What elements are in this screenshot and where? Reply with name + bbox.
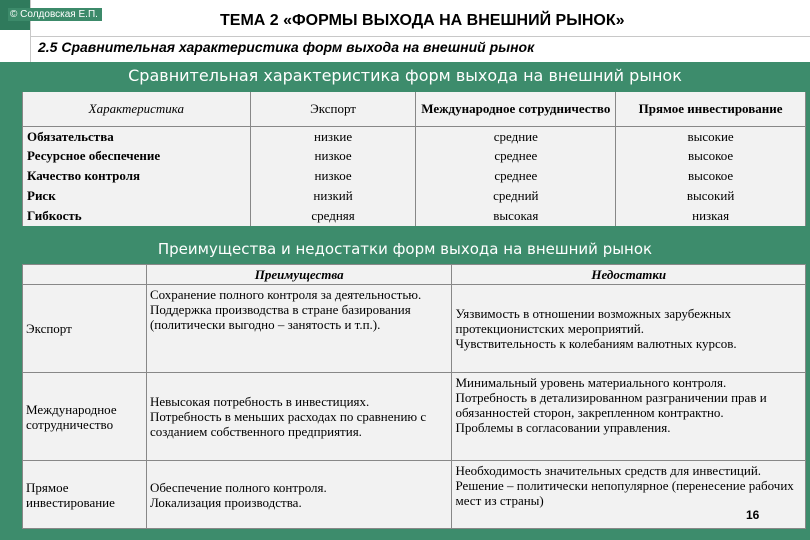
comparison-header-row: [23, 92, 806, 126]
table-row: [23, 461, 806, 529]
cell-coop: средний: [416, 186, 616, 206]
table-row: [23, 166, 806, 186]
proscons-table: [22, 264, 806, 529]
table-row: [23, 285, 806, 373]
cons-cell: Уязвимость в отношении возможных зарубежных протекционистских мероприятий. Чувствительность к колебаниям валютных курсов.: [452, 285, 806, 373]
row-name: Качество контроля: [23, 166, 251, 186]
proscons-header-row: [23, 265, 806, 285]
cell-invest: высокий: [616, 186, 806, 206]
col-header-coop: Международное сотрудничество: [416, 92, 616, 126]
cell-coop: средние: [416, 126, 616, 146]
col-header-cons: Недостатки: [452, 265, 806, 285]
col-header-pros: Преимущества: [146, 265, 452, 285]
table-row: [23, 206, 806, 226]
cell-invest: высокое: [616, 166, 806, 186]
table-row: [23, 126, 806, 146]
cell-coop: высокая: [416, 206, 616, 226]
row-name: Обязательства: [23, 126, 251, 146]
comparison-title: Сравнительная характеристика форм выхода на внешний рынок: [128, 66, 682, 85]
col-header-characteristic: Характеристика: [23, 92, 251, 126]
table-row: [23, 146, 806, 166]
cell-export: низкое: [250, 146, 416, 166]
slide-header: [0, 0, 810, 62]
row-name: Ресурсное обеспечение: [23, 146, 251, 166]
table-row: [23, 186, 806, 206]
cons-cell: Минимальный уровень материального контроля. Потребность в детализированном разграничении прав и обязанностей сторон, закрепленном контрактно. Проблемы в согласовании управления.: [452, 373, 806, 461]
col-header-invest: Прямое инвестирование: [616, 92, 806, 126]
page-number: 16: [746, 508, 760, 522]
row-name: Риск: [23, 186, 251, 206]
form-name: Международное сотрудничество: [23, 373, 147, 461]
table-row: [23, 373, 806, 461]
header-horizontal-line: [30, 36, 810, 37]
row-name: Гибкость: [23, 206, 251, 226]
content-panel: [0, 62, 810, 540]
comparison-table: [22, 92, 806, 226]
cell-export: низкие: [250, 126, 416, 146]
form-name: Экспорт: [23, 285, 147, 373]
pros-cell: Невысокая потребность в инвестициях. Потребность в меньших расходах по сравнению с созданием собственного предприятия.: [146, 373, 452, 461]
cell-export: низкое: [250, 166, 416, 186]
form-name: Прямое инвестирование: [23, 461, 147, 529]
copyright-label: © Солдовская Е.П.: [8, 8, 102, 21]
col-header-export: Экспорт: [250, 92, 416, 126]
cell-invest: высокие: [616, 126, 806, 146]
pros-cell: Обеспечение полного контроля. Локализация производства.: [146, 461, 452, 529]
cell-coop: среднее: [416, 166, 616, 186]
cell-invest: высокое: [616, 146, 806, 166]
cell-export: средняя: [250, 206, 416, 226]
topic-title: ТЕМА 2 «ФОРМЫ ВЫХОДА НА ВНЕШНИЙ РЫНОК»: [220, 12, 625, 29]
cell-coop: среднее: [416, 146, 616, 166]
cell-invest: низкая: [616, 206, 806, 226]
pros-cell: Сохранение полного контроля за деятельностью. Поддержка производства в стране базирования (политически выгодно – занятость и т.п.).: [146, 285, 452, 373]
proscons-title: Преимущества и недостатки форм выхода на внешний рынок: [157, 240, 653, 258]
col-header-form: [23, 265, 147, 285]
cons-cell: Необходимость значительных средств для инвестиций. Решение – политически непопулярное (перенесение рабочих мест из страны): [452, 461, 806, 529]
cell-export: низкий: [250, 186, 416, 206]
subtopic-title: 2.5 Сравнительная характеристика форм выхода на внешний рынок: [38, 39, 535, 55]
